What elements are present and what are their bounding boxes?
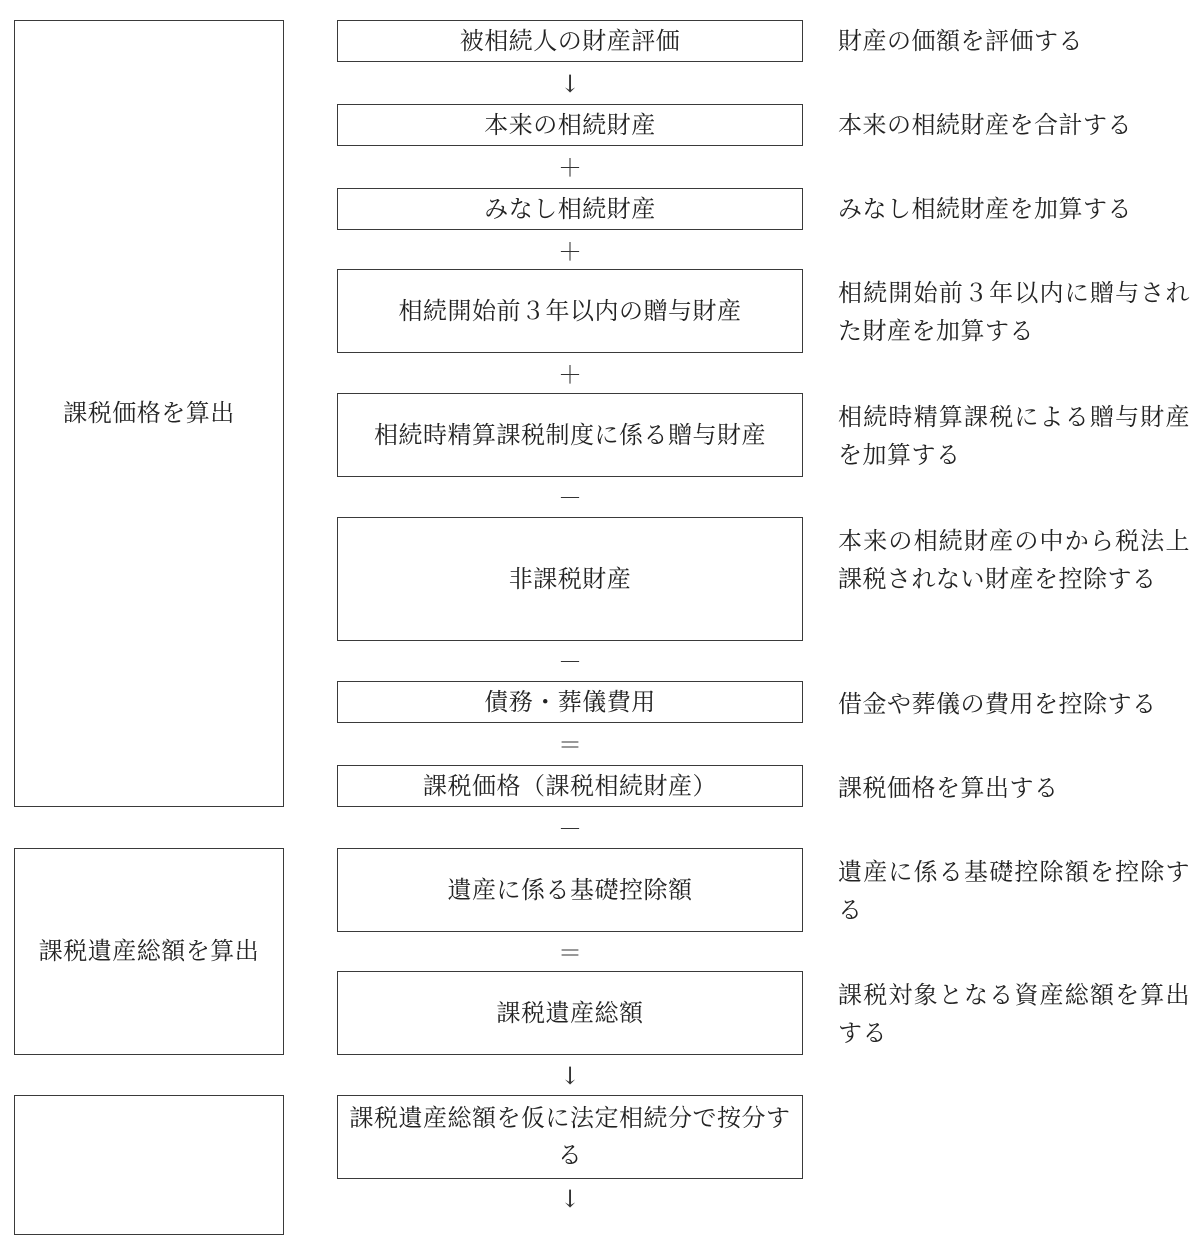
step-description: 相続開始前３年以内に贈与された財産を加算する <box>838 279 1190 345</box>
step-description: 財産の価額を評価する <box>838 27 1083 55</box>
step-box <box>337 393 803 477</box>
step-box <box>337 269 803 353</box>
group-box-third <box>14 1095 284 1235</box>
step-label: 非課税財産 <box>508 564 632 593</box>
step-label: 本来の相続財産 <box>484 110 656 139</box>
step-box <box>337 188 803 230</box>
operator-minus: － <box>558 648 582 676</box>
step-box <box>337 681 803 723</box>
step-box <box>337 20 803 62</box>
step-label: 課税価格（課税相続財産） <box>423 771 717 800</box>
group-label: 課税遺産総額を算出 <box>38 937 260 965</box>
operator-equals: ＝ <box>558 731 582 759</box>
step-description: 課税価格を算出する <box>838 774 1059 802</box>
step-description: 借金や葬儀の費用を控除する <box>838 690 1157 718</box>
step-box <box>337 848 803 932</box>
step-box <box>337 765 803 807</box>
step-description: 本来の相続財産を合計する <box>838 111 1132 139</box>
step-label: 課税遺産総額 <box>496 998 644 1027</box>
operator-minus: － <box>558 815 582 843</box>
step-label: 遺産に係る基礎控除額 <box>447 875 693 904</box>
group-box-taxable-estate-total <box>14 848 284 1055</box>
step-label: 相続開始前３年以内の贈与財産 <box>398 296 742 325</box>
operator-arrow: ↓ <box>559 70 581 98</box>
operator-plus: ＋ <box>558 361 582 389</box>
group-box-taxable-value <box>14 20 284 807</box>
step-description: みなし相続財産を加算する <box>838 195 1132 223</box>
step-box <box>337 104 803 146</box>
operator-arrow: ↓ <box>559 1062 581 1090</box>
step-description: 課税対象となる資産総額を算出する <box>838 981 1190 1047</box>
step-box <box>337 517 803 641</box>
step-box <box>337 1095 803 1179</box>
step-description: 本来の相続財産の中から税法上課税されない財産を控除する <box>838 527 1190 593</box>
group-label: 課税価格を算出 <box>63 399 235 427</box>
step-label: 債務・葬儀費用 <box>484 687 656 716</box>
step-label: 相続時精算課税制度に係る贈与財産 <box>374 420 766 449</box>
step-label: 課税遺産総額を仮に法定相続分で按分する <box>349 1104 791 1169</box>
operator-minus: － <box>558 484 582 512</box>
operator-arrow: ↓ <box>559 1185 581 1213</box>
operator-plus: ＋ <box>558 154 582 182</box>
step-description: 遺産に係る基礎控除額を控除する <box>838 858 1190 924</box>
operator-plus: ＋ <box>558 238 582 266</box>
step-description: 相続時精算課税による贈与財産を加算する <box>838 403 1190 469</box>
step-label: 被相続人の財産評価 <box>459 26 681 55</box>
operator-equals: ＝ <box>558 939 582 967</box>
step-label: みなし相続財産 <box>484 194 656 223</box>
step-box <box>337 971 803 1055</box>
